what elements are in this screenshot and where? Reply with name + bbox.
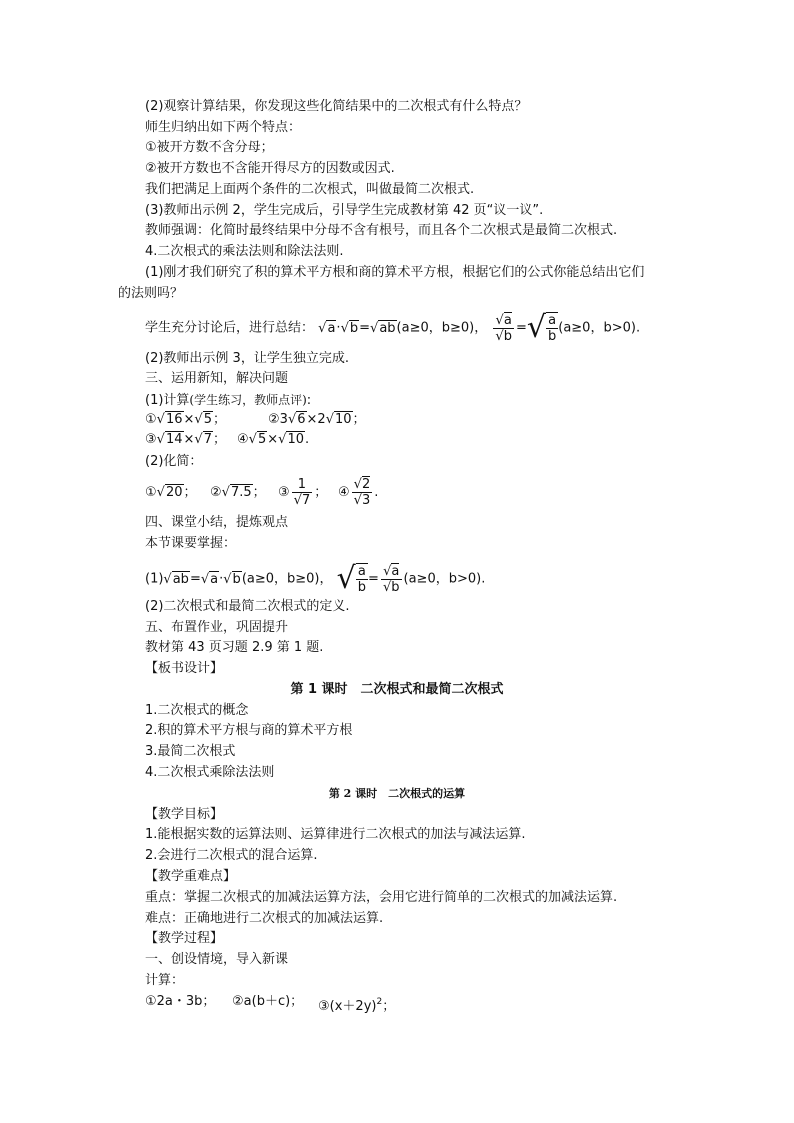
master-line: 本节课要掌握： [145,536,237,551]
frac-sqrt-a-over-sqrt-b: $\frac{√a}{√b}$ [495,312,512,344]
sqrt-10: √10 [325,412,352,427]
final-item-2: ②a(b＋c)； [232,994,304,1009]
heading-3: 三、运用新知，解决问题 [145,371,289,386]
calc-row-1: ①√16×√5； [145,412,226,427]
section-4-title: 4.二次根式的乘法法则和除法法则. [145,244,344,259]
question-1-part2: 的法则吗？ [118,286,184,301]
sqrt-a: √a [318,320,336,336]
goal-1: 1.能根据实数的运算法则、运算律进行二次根式的加法与减法运算. [145,827,526,842]
condition-div-b: (a≥0，b>0). [403,571,486,587]
lesson-2-title: 第 2 课时 二次根式的运算 [328,787,466,800]
condition-mul-b: (a≥0，b≥0)， [241,571,333,587]
definition-line: 我们把满足上面两个条件的二次根式，叫做最简二次根式. [145,182,475,197]
calc-item-2: ②3√6×2√10； [268,412,366,427]
difficulty: 难点：正确地进行二次根式的加减法运算. [145,911,384,926]
sqrt-ab-b: √ab [163,571,189,587]
question-2b: (2)教师出示例 3，让学生独立完成. [145,351,349,366]
sqrt-5: √5 [194,412,212,427]
final-item-3: $③(x+2y)^2$； [318,997,396,1014]
question-2: (2)观察计算结果，你发现这些化简结果中的二次根式有什么特点？ [145,99,528,114]
process-heading: 【教学过程】 [145,931,224,946]
final-item-1: ①2a・3b； [145,994,216,1009]
simplify-heading: (2)化简： [145,454,203,469]
goals-heading: 【教学目标】 [145,807,224,822]
board-item-1: 1.二次根式的概念 [145,703,249,718]
key-point: 重点：掌握二次根式的加减法运算方法，会用它进行简单的二次根式的加减法运算. [145,890,618,905]
teacher-emphasis: 教师强调：化简时最终结果中分母不含有根号，而且各个二次根式是最简二次根式. [145,223,618,238]
frac-sqrt-a-over-sqrt-b-b: $\frac{√a}{√b}$ [382,563,400,595]
summary-intro: 师生归纳出如下两个特点： [145,120,302,135]
heading-1: 一、创设情境，导入新课 [145,952,289,967]
question-3: (3)教师出示例 2，学生完成后，引导学生完成教材第 42 页“议一议”. [145,203,544,218]
simplify-item-4: ④ $\frac{√2}{√3}$ . [338,477,379,508]
sqrt-6: √6 [287,412,306,427]
condition-div: (a≥0，b>0). [558,320,641,336]
lesson-1-title: 第 1 课时 二次根式和最简二次根式 [290,682,504,697]
heading-5: 五、布置作业，巩固提升 [145,620,289,635]
sqrt-10-b: √10 [278,432,304,447]
calc-heading: (1)计算(学生练习，教师点评): [145,393,312,408]
trait-1: ①被开方数不含分母； [145,140,274,155]
sqrt-ab: √ab [370,320,396,336]
simplify-item-2: ②√7.5； [210,485,266,500]
simplify-item-3: ③ $\frac{1}{√7}$ ； [278,477,328,508]
board-item-4: 4.二次根式乘除法法则 [145,765,275,780]
board-item-2: 2.积的算术平方根与商的算术平方根 [145,723,353,738]
sqrt-5-b: √5 [248,432,267,447]
question-1-part1: (1)刚才我们研究了积的算术平方根和商的算术平方根，根据它们的公式你能总结出它们 [145,265,645,280]
sqrt-7: √7 [194,432,212,447]
conclusion-formula-line: 学生充分讨论后，进行总结： √a·√b=√ab(a≥0，b≥0)， $\frac{√a}{√b}$ =√ $\frac{a}{b}$ (a≥0，b>0). [145,310,641,345]
sqrt-a-b: √a [200,571,219,587]
simplify-item-1: ①√20； [145,485,197,500]
sqrt-14: √14 [156,432,183,447]
calc-note: (学生练习，教师点评) [189,393,307,407]
sqrt-a-over-b: √ $\frac{a}{b}$ [526,310,557,345]
sqrt-a-over-b-b: √ $\frac{a}{b}$ [336,561,367,596]
sqrt-20: √20 [156,485,183,500]
frac-1-over-sqrt-7: $\frac{1}{√7}$ [293,477,311,508]
calc-row-2: ③√14×√7； [145,432,226,447]
calc-item-4: ④√5×√10. [237,432,310,447]
frac-sqrt2-over-sqrt3: $\frac{√2}{√3}$ [353,477,371,508]
board-item-3: 3.最简二次根式 [145,744,236,759]
condition-mul: (a≥0，b≥0)， [396,320,488,336]
sqrt-7-5: √7.5 [221,485,252,500]
goal-2: 2.会进行二次根式的混合运算. [145,848,318,863]
conclusion-prefix: 学生充分讨论后，进行总结： [145,320,315,336]
homework: 教材第 43 页习题 2.9 第 1 题. [145,640,324,655]
summary-formula-line: (1)√ab=√a·√b(a≥0，b≥0)， √ $\frac{a}{b}$ = $\frac{√a}{√b}$ (a≥0，b>0). [145,561,486,596]
keypoints-heading: 【教学重难点】 [145,869,237,884]
board-design-heading: 【板书设计】 [145,661,224,676]
sqrt-b-b: √b [223,571,241,587]
heading-4: 四、课堂小结，提炼观点 [145,515,289,530]
trait-2: ②被开方数也不含能开得尽方的因数或因式. [145,161,395,176]
compute-label: 计算： [145,973,185,988]
sqrt-b: √b [340,320,359,336]
sqrt-16: √16 [156,412,183,427]
definition-2: (2)二次根式和最简二次根式的定义. [145,599,350,614]
